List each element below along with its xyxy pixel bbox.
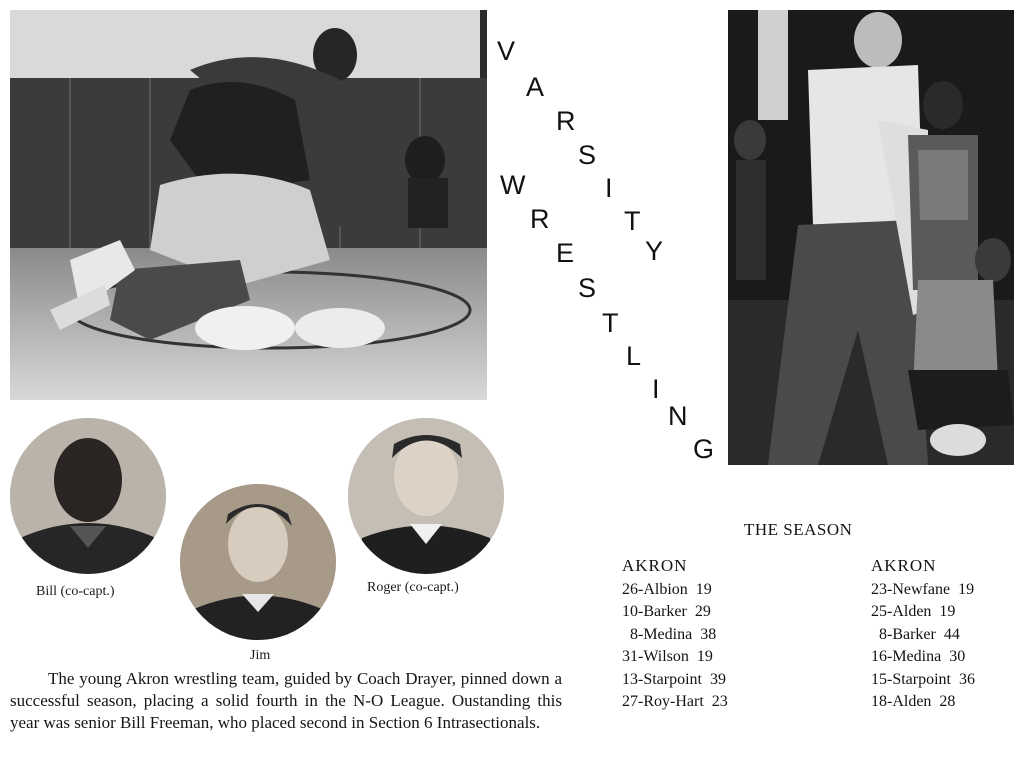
title-letter: I bbox=[605, 173, 613, 203]
column-header: AKRON bbox=[622, 556, 688, 575]
title-letter: Y bbox=[645, 236, 664, 266]
result-row: 15-Starpoint 36 bbox=[871, 670, 975, 688]
result-row: 8-Medina 38 bbox=[622, 625, 717, 643]
title-letter: L bbox=[626, 341, 642, 371]
title-letter: T bbox=[602, 308, 619, 338]
portrait-jim bbox=[180, 484, 336, 640]
result-row: 25-Alden 19 bbox=[871, 603, 956, 620]
result-row: 26-Albion 19 bbox=[622, 580, 712, 598]
title-letter: S bbox=[578, 140, 597, 170]
portrait-roger bbox=[348, 418, 504, 574]
wrestling-match-photo bbox=[10, 10, 487, 400]
title-letter: E bbox=[556, 238, 575, 268]
result-row: 10-Barker 29 bbox=[622, 603, 711, 620]
title-letter: G bbox=[693, 434, 715, 464]
title-letter: V bbox=[497, 36, 516, 66]
title-letter: W bbox=[500, 170, 526, 200]
title-letter: A bbox=[526, 72, 545, 102]
column-header: AKRON bbox=[871, 556, 937, 575]
coach-gym-photo bbox=[728, 10, 1014, 465]
result-row: 23-Newfane 19 bbox=[871, 580, 975, 598]
title-letter: T bbox=[624, 206, 641, 236]
caption-jim: Jim bbox=[250, 648, 271, 663]
portrait-bill bbox=[10, 418, 166, 574]
result-row: 27-Roy-Hart 23 bbox=[622, 693, 728, 710]
result-row: 31-Wilson 19 bbox=[622, 648, 713, 665]
result-row: 16-Medina 30 bbox=[871, 648, 966, 665]
season-title: THE SEASON bbox=[744, 520, 853, 539]
result-row: 13-Starpoint 39 bbox=[622, 670, 726, 688]
season-summary: The young Akron wrestling team, guided by Coach Drayer, pinned down a successful season, placing a solid fourth in the N-O League. Oustanding this year was senior Bill Freeman, who placed second in Section 6 Intrasectionals. bbox=[10, 669, 562, 732]
season-column-1 bbox=[622, 555, 728, 714]
title-letter: I bbox=[652, 374, 660, 404]
title-letter: N bbox=[668, 401, 688, 431]
caption-roger: Roger (co-capt.) bbox=[367, 580, 459, 595]
title-letter: S bbox=[578, 273, 597, 303]
result-row: 8-Barker 44 bbox=[871, 625, 960, 643]
result-row: 18-Alden 28 bbox=[871, 693, 956, 710]
season-column-2 bbox=[871, 555, 975, 714]
caption-bill: Bill (co-capt.) bbox=[36, 584, 115, 599]
title-letter: R bbox=[556, 106, 576, 136]
title-letter: R bbox=[530, 204, 550, 234]
